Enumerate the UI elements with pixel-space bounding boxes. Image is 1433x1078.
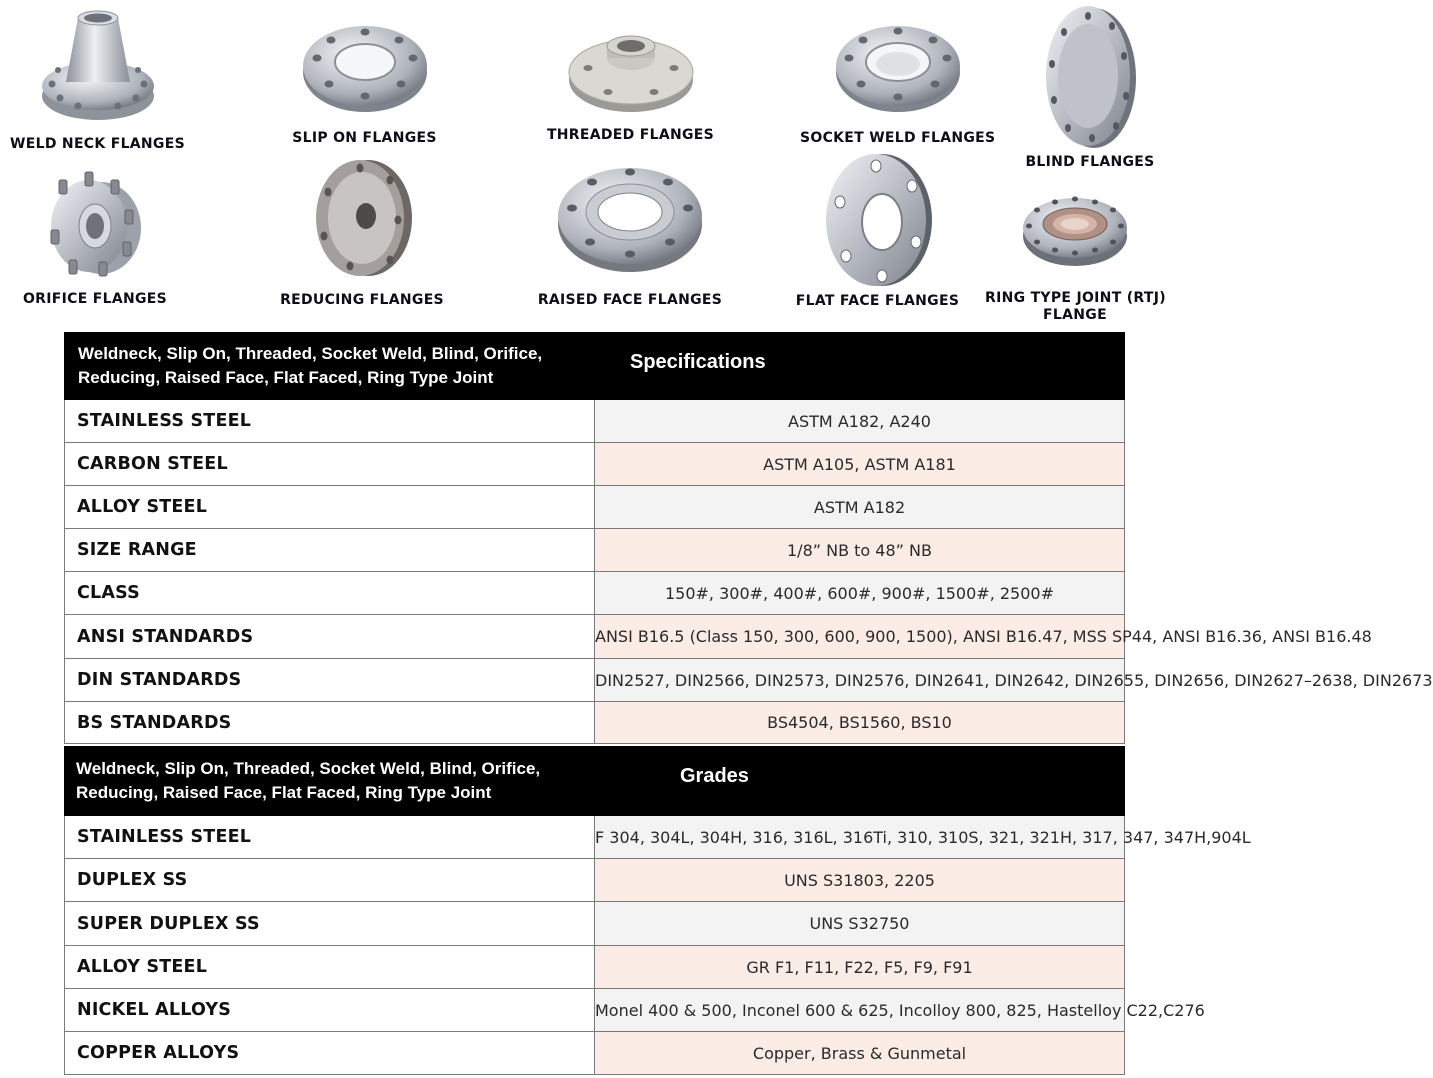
header-product-list-line1: Weldneck, Slip On, Threaded, Socket Weld, Blind, Orifice, [76,759,541,778]
slip-on-flange-icon [301,18,429,118]
row-label: BS STANDARDS [65,702,595,744]
blind-flange-icon [1042,4,1138,150]
flat-face-flange-icon [822,152,934,288]
socket-weld-flange-icon [833,18,963,118]
product-orifice[interactable] [5,170,185,308]
row-value: UNS S32750 [595,902,1125,946]
table-row [65,946,1125,989]
row-value: Copper, Brass & Gunmetal [595,1032,1125,1075]
product-caption: FLAT FACE FLANGES [795,293,960,309]
product-caption: RING TYPE JOINT (RTJ) [985,290,1166,306]
product-caption: BLIND FLANGES [1025,154,1155,170]
row-value: ASTM A105, ASTM A181 [595,443,1125,486]
table-row [65,659,1125,702]
table-row [65,816,1125,859]
reducing-flange-icon [306,156,418,280]
row-value: DIN2527, DIN2566, DIN2573, DIN2576, DIN2641, DIN2642, DIN2655, DIN2656, DIN2627–2638, DIN2673 [595,659,1125,702]
product-caption: THREADED FLANGES [546,127,715,143]
raised-face-flange-icon [554,160,706,278]
product-blind[interactable] [1020,4,1160,171]
table-row [65,529,1125,572]
header-product-list-line2: Reducing, Raised Face, Flat Faced, Ring Type Joint [76,783,492,802]
product-weld-neck[interactable] [5,4,190,153]
table-row [65,859,1125,902]
grades-rows [65,816,1251,1075]
product-flat-face[interactable] [790,152,965,310]
row-value: 1/8” NB to 48” NB [595,529,1125,572]
row-value: 150#, 300#, 400#, 600#, 900#, 1500#, 2500# [595,572,1125,615]
table-header-row [65,333,1125,400]
row-label: SUPER DUPLEX SS [65,902,595,946]
orifice-flange-icon [45,170,145,278]
specifications-rows [65,400,1433,744]
row-label: ANSI STANDARDS [65,615,595,659]
row-label: ALLOY STEEL [65,946,595,989]
header-product-list-line2: Reducing, Raised Face, Flat Faced, Ring Type Joint [78,368,494,387]
row-value: F 304, 304L, 304H, 316, 316L, 316Ti, 310, 310S, 321, 321H, 317, 347, 347H,904L [595,816,1125,859]
product-threaded[interactable] [538,24,723,144]
row-label: STAINLESS STEEL [65,816,595,859]
product-caption: SOCKET WELD FLANGES [800,130,996,146]
product-caption: SLIP ON FLANGES [292,130,437,146]
table-row [65,400,1125,443]
table-row [65,902,1125,946]
row-value: Monel 400 & 500, Inconel 600 & 625, Incolloy 800, 825, Hastelloy C22,C276 [595,989,1125,1032]
row-label: DIN STANDARDS [65,659,595,702]
table-row [65,702,1125,744]
product-caption: RAISED FACE FLANGES [537,292,723,308]
product-rtj[interactable] [985,186,1165,324]
row-label: STAINLESS STEEL [65,400,595,443]
header-title: Grades [680,764,749,787]
row-label: ALLOY STEEL [65,486,595,529]
row-value: ANSI B16.5 (Class 150, 300, 600, 900, 1500), ANSI B16.47, MSS SP44, ANSI B16.36, ANSI B16.48 [595,615,1125,659]
product-slip-on[interactable] [272,18,457,147]
product-socket-weld[interactable] [800,18,995,147]
table-row [65,572,1125,615]
table-row [65,486,1125,529]
grades-table [64,746,1251,1075]
weld-neck-flange-icon [38,4,158,128]
table-row [65,1032,1125,1075]
row-label: CLASS [65,572,595,615]
row-value: UNS S31803, 2205 [595,859,1125,902]
row-label: CARBON STEEL [65,443,595,486]
row-label: SIZE RANGE [65,529,595,572]
row-value: BS4504, BS1560, BS10 [595,702,1125,744]
header-title: Specifications [630,350,766,373]
product-caption: ORIFICE FLANGES [22,291,168,307]
threaded-flange-icon [566,24,696,118]
product-gallery [0,0,1188,330]
row-label: DUPLEX SS [65,859,595,902]
table-row [65,989,1125,1032]
product-caption-line2: FLANGE [1043,307,1107,323]
table-header-row [65,747,1125,816]
row-value: ASTM A182 [595,486,1125,529]
header-product-list-line1: Weldneck, Slip On, Threaded, Socket Weld, Blind, Orifice, [78,344,543,363]
product-reducing[interactable] [272,156,452,309]
product-raised-face[interactable] [535,160,725,309]
row-label: NICKEL ALLOYS [65,989,595,1032]
row-label: COPPER ALLOYS [65,1032,595,1075]
table-row [65,615,1125,659]
product-caption: REDUCING FLANGES [280,292,444,308]
row-value: GR F1, F11, F22, F5, F9, F91 [595,946,1125,989]
rtj-flange-icon [1019,186,1131,270]
specifications-table [64,332,1433,744]
table-row [65,443,1125,486]
product-caption: WELD NECK FLANGES [10,136,185,152]
row-value: ASTM A182, A240 [595,400,1125,443]
